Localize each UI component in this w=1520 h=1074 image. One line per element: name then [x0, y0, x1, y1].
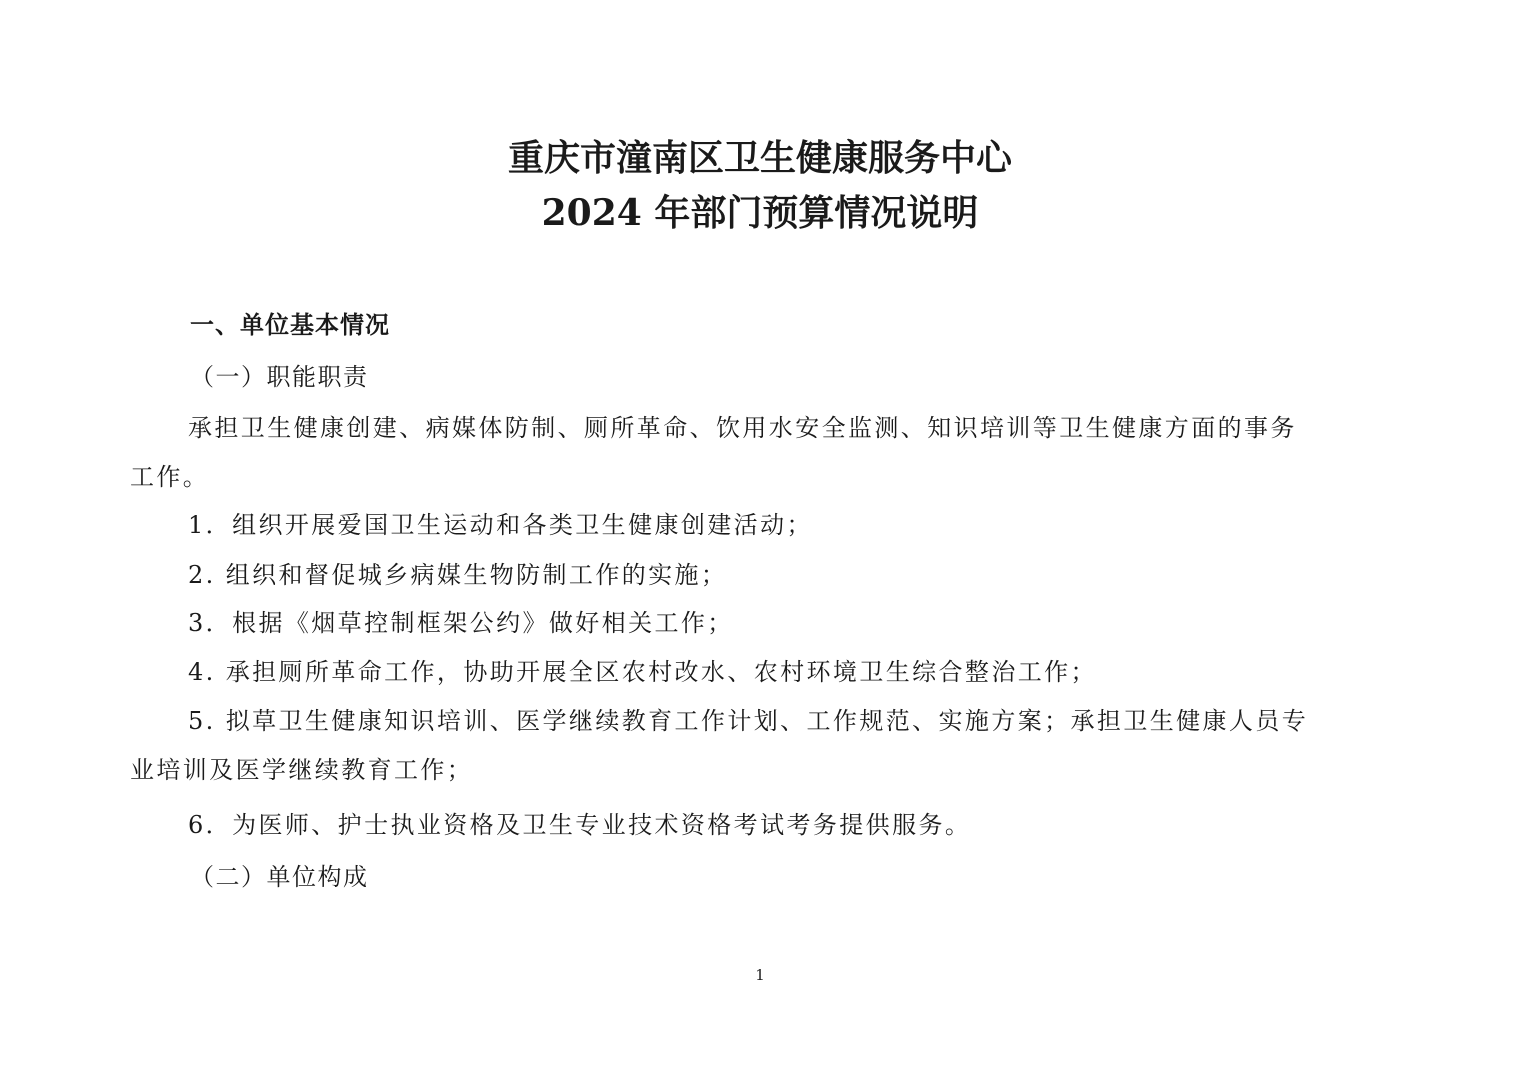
subsection-heading-duties: （一）职能职责: [190, 363, 369, 391]
document-title-line-1: 重庆市潼南区卫生健康服务中心: [507, 137, 1012, 179]
duty-item-6: 6．为医师、护士执业资格及卫生专业技术资格考试考务提供服务。: [188, 811, 972, 839]
document-title-line-2: 2024 年部门预算情况说明: [541, 192, 979, 234]
duty-item-3: 3．根据《烟草控制框架公约》做好相关工作；: [188, 609, 734, 637]
page-number: 1: [755, 966, 765, 984]
duty-item-4: 4. 承担厕所革命工作，协助开展全区农村改水、农村环境卫生综合整治工作；: [188, 658, 1097, 686]
duty-item-5-line-1: 5. 拟草卫生健康知识培训、医学继续教育工作计划、工作规范、实施方案；承担卫生健康人员专: [188, 707, 1309, 735]
duty-item-5-line-2: 业培训及医学继续教育工作；: [130, 756, 474, 784]
intro-paragraph-line-1: 承担卫生健康创建、病媒体防制、厕所革命、饮用水安全监测、知识培训等卫生健康方面的事务: [188, 414, 1297, 442]
subsection-heading-composition: （二）单位构成: [190, 863, 369, 891]
duty-item-1: 1．组织开展爱国卫生运动和各类卫生健康创建活动；: [188, 511, 813, 539]
intro-paragraph-line-2: 工作。: [130, 463, 210, 491]
section-heading-basic-info: 一、单位基本情况: [190, 311, 390, 339]
duty-item-2: 2. 组织和督促城乡病媒生物防制工作的实施；: [188, 561, 728, 589]
